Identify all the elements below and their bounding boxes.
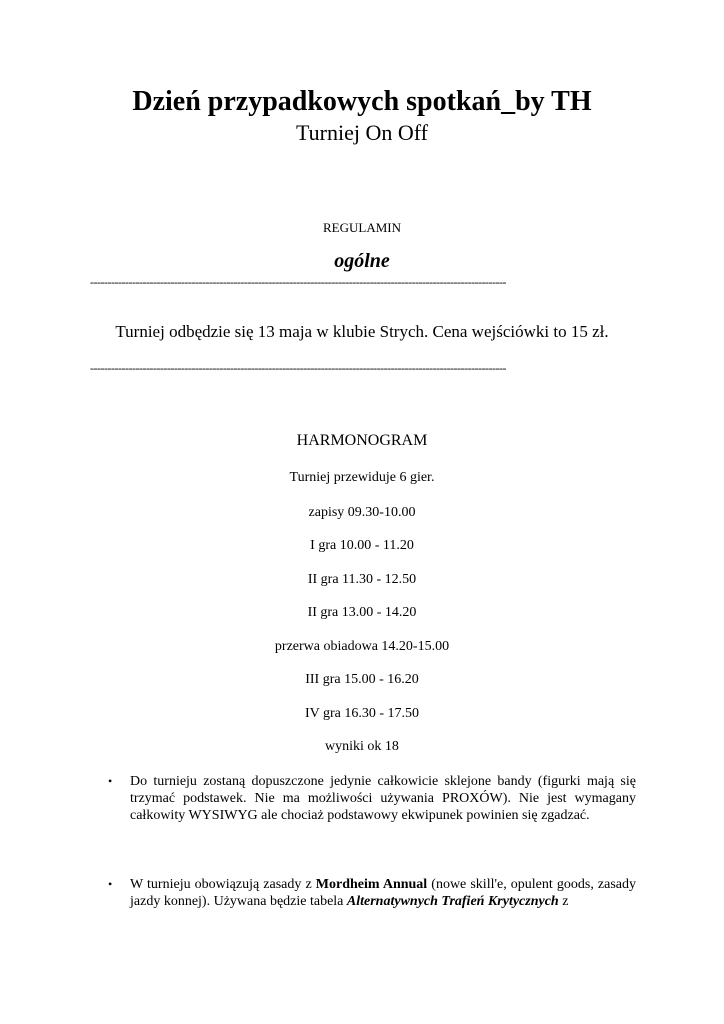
- page-subtitle: Turniej On Off: [295, 120, 428, 145]
- schedule-line: III gra 15.00 - 16.20: [305, 672, 419, 687]
- schedule-line: IV gra 16.30 - 17.50: [304, 706, 420, 721]
- regulamin-heading: REGULAMIN: [323, 220, 401, 235]
- schedule-line: przerwa obiadowa 14.20-15.00: [274, 639, 450, 654]
- rule-text-part: z: [558, 894, 569, 909]
- schedule-line: Turniej przewiduje 6 gier.: [289, 470, 435, 485]
- rule-text: Do turnieju zostaną dopuszczone jedynie całkowicie sklejone bandy (figurki mają się trzymać podstawek. Nie ma możliwości używania PROXÓW). Nie jest wymagany całkowity WYSIWYG ale chociaż podstawowy ekwipunek powinien się zgadzać.: [130, 774, 636, 823]
- rule-bullet-bands: [108, 773, 636, 824]
- intro-text: Turniej odbędzie się 13 maja w klubie Strych. Cena wejściówki to 15 zł.: [115, 322, 609, 341]
- page-title: Dzień przypadkowych spotkań_by TH: [132, 86, 592, 117]
- rule-text-part: (nowe skill'e, opulent goods, zasady jazdy konnej). Używana będzie tabela: [130, 877, 636, 909]
- rule-bullet-rules: [108, 876, 636, 910]
- divider-bottom: -----------------------------------------------------------------------------------------------------------------------: [90, 362, 507, 374]
- schedule-line: I gra 10.00 - 11.20: [310, 538, 414, 553]
- schedule-line: II gra 13.00 - 14.20: [307, 605, 417, 620]
- section-ogolne-heading: ogólne: [334, 250, 390, 272]
- divider-top: -----------------------------------------------------------------------------------------------------------------------: [90, 276, 507, 288]
- schedule-line: wyniki ok 18: [325, 739, 399, 754]
- harmonogram-heading: HARMONOGRAM: [296, 432, 428, 449]
- bullet-icon: •: [108, 774, 113, 788]
- rule-text: [130, 876, 636, 910]
- schedule-line: zapisy 09.30-10.00: [308, 505, 416, 520]
- rule-text-part: W turnieju obowiązują zasady z: [130, 877, 316, 892]
- schedule-line: II gra 11.30 - 12.50: [307, 572, 417, 587]
- bullet-icon: •: [108, 877, 113, 891]
- mordheim-annual-emphasis: Mordheim Annual: [315, 877, 428, 892]
- critical-hits-emphasis: Alternatywnych Trafień Krytycznych: [346, 894, 559, 909]
